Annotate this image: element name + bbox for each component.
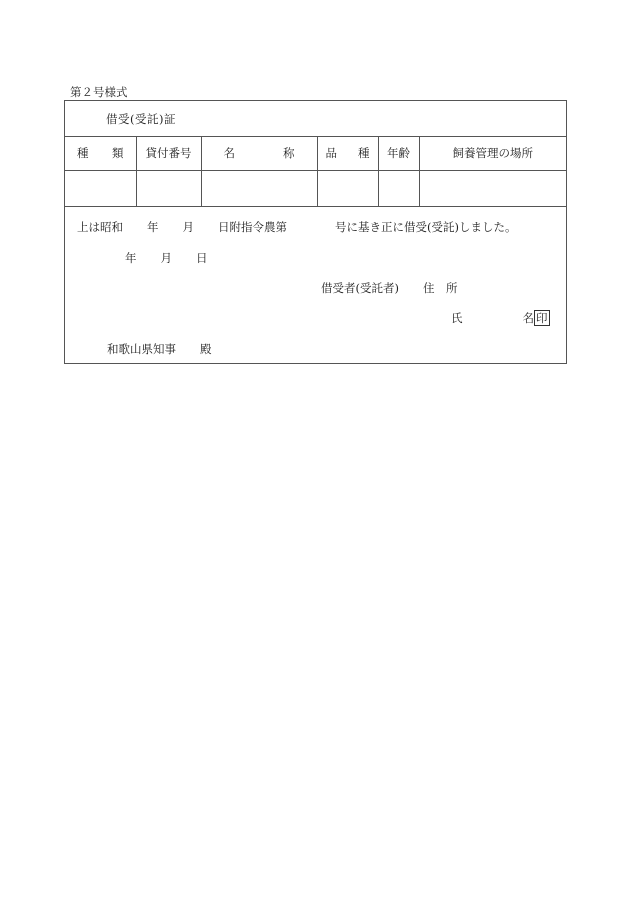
borrower-address-line bbox=[321, 280, 457, 296]
header-loan-number: 貸付番号 bbox=[136, 136, 201, 171]
date-line: 年 月 日 bbox=[125, 251, 208, 265]
table-header-row bbox=[65, 136, 566, 171]
table-row bbox=[65, 171, 566, 207]
header-breed: 品 種 bbox=[317, 136, 378, 171]
cell-kind[interactable] bbox=[65, 171, 136, 207]
livestock-table bbox=[65, 136, 566, 207]
seal-mark: 印 bbox=[536, 311, 548, 325]
title-row bbox=[65, 101, 566, 137]
addressee-line: 和歌山県知事 殿 bbox=[107, 342, 212, 356]
certification-sentence: 上は昭和 年 月 日附指令農第 号に基き正に借受(受託)しました。 bbox=[77, 220, 517, 234]
form-number: 第２号様式 bbox=[70, 85, 128, 99]
header-kind: 種 類 bbox=[65, 136, 136, 171]
cell-age[interactable] bbox=[378, 171, 419, 207]
address-label: 住 所 bbox=[422, 281, 458, 295]
borrower-label: 借受者(受託者) bbox=[321, 281, 399, 295]
header-name: 名 称 bbox=[201, 136, 317, 171]
header-place: 飼養管理の場所 bbox=[419, 136, 566, 171]
header-age: 年齢 bbox=[378, 136, 419, 171]
cell-loan-number[interactable] bbox=[136, 171, 201, 207]
cell-name[interactable] bbox=[201, 171, 317, 207]
certificate-title: 借受(受託)証 bbox=[106, 112, 176, 126]
certificate-form bbox=[64, 100, 567, 364]
cell-breed[interactable] bbox=[317, 171, 378, 207]
borrower-name-line: 氏 名 印 bbox=[451, 311, 548, 325]
cell-place[interactable] bbox=[419, 171, 566, 207]
